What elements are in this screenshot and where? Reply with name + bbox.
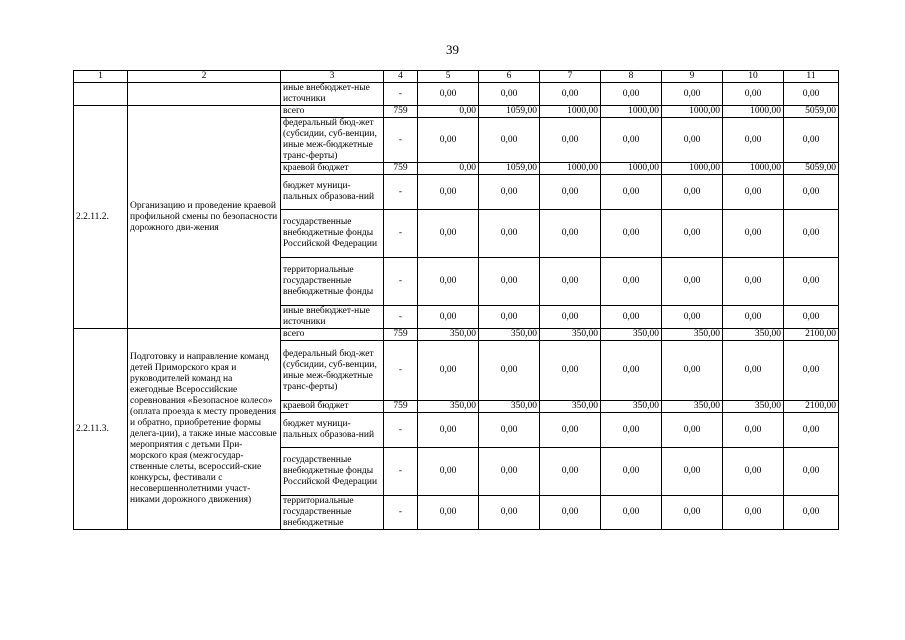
table-row: [74, 329, 839, 341]
amount-cell: 0,00: [479, 83, 540, 106]
amount-cell: 0,00: [479, 306, 540, 329]
grbs-code: 759: [384, 106, 418, 118]
amount-cell: 0,00: [540, 83, 601, 106]
item-code: 2.2.11.3.: [74, 329, 128, 530]
amount-cell: 0,00: [479, 496, 540, 530]
amount-cell: 1000,00: [540, 106, 601, 118]
funding-source: государственные внебюджетные фонды Российской Федерации: [281, 210, 384, 258]
amount-cell: 350,00: [662, 329, 723, 341]
amount-cell: 0,00: [418, 118, 479, 163]
amount-cell: 350,00: [601, 329, 662, 341]
amount-cell: 0,00: [418, 163, 479, 175]
column-header: 9: [662, 71, 723, 83]
amount-cell: 0,00: [418, 210, 479, 258]
amount-cell: 0,00: [601, 210, 662, 258]
amount-cell: 0,00: [418, 341, 479, 401]
amount-cell: 0,00: [784, 118, 839, 163]
amount-cell: 0,00: [723, 306, 784, 329]
item-name: [128, 83, 281, 106]
amount-cell: 0,00: [662, 118, 723, 163]
grbs-code: 759: [384, 329, 418, 341]
grbs-code: -: [384, 210, 418, 258]
amount-cell: 0,00: [601, 413, 662, 448]
amount-cell: 0,00: [601, 496, 662, 530]
column-number-row: [74, 71, 839, 83]
amount-cell: 0,00: [784, 341, 839, 401]
column-header: 6: [479, 71, 540, 83]
amount-cell: 0,00: [784, 448, 839, 496]
amount-cell: 0,00: [479, 210, 540, 258]
funding-source: территориальные государственные внебюджетные: [281, 496, 384, 530]
amount-cell: 0,00: [418, 258, 479, 306]
amount-cell: 0,00: [540, 306, 601, 329]
item-code: [74, 83, 128, 106]
amount-cell: 0,00: [540, 175, 601, 210]
amount-cell: 1000,00: [662, 163, 723, 175]
amount-cell: 1000,00: [540, 163, 601, 175]
amount-cell: 0,00: [723, 448, 784, 496]
amount-cell: 1059,00: [479, 106, 540, 118]
amount-cell: 350,00: [723, 329, 784, 341]
amount-cell: 0,00: [601, 175, 662, 210]
grbs-code: -: [384, 258, 418, 306]
amount-cell: 0,00: [601, 258, 662, 306]
amount-cell: 350,00: [418, 401, 479, 413]
amount-cell: 0,00: [662, 496, 723, 530]
column-header: 3: [281, 71, 384, 83]
amount-cell: 350,00: [601, 401, 662, 413]
amount-cell: 350,00: [479, 401, 540, 413]
amount-cell: 350,00: [723, 401, 784, 413]
funding-source: всего: [281, 106, 384, 118]
amount-cell: 0,00: [479, 448, 540, 496]
grbs-code: -: [384, 448, 418, 496]
grbs-code: -: [384, 175, 418, 210]
amount-cell: 0,00: [723, 413, 784, 448]
amount-cell: 0,00: [601, 118, 662, 163]
funding-source: краевой бюджет: [281, 163, 384, 175]
amount-cell: 0,00: [418, 175, 479, 210]
amount-cell: 0,00: [540, 258, 601, 306]
amount-cell: 0,00: [540, 448, 601, 496]
amount-cell: 0,00: [662, 306, 723, 329]
amount-cell: 1059,00: [479, 163, 540, 175]
amount-cell: 350,00: [540, 329, 601, 341]
amount-cell: 350,00: [662, 401, 723, 413]
amount-cell: 1000,00: [601, 163, 662, 175]
item-code: 2.2.11.2.: [74, 106, 128, 329]
amount-cell: 0,00: [540, 210, 601, 258]
amount-cell: 0,00: [601, 341, 662, 401]
grbs-code: -: [384, 496, 418, 530]
amount-cell: 0,00: [479, 413, 540, 448]
column-header: 4: [384, 71, 418, 83]
amount-cell: 0,00: [723, 496, 784, 530]
column-header: 11: [784, 71, 839, 83]
amount-cell: 0,00: [418, 83, 479, 106]
amount-cell: 0,00: [662, 341, 723, 401]
amount-cell: 0,00: [784, 175, 839, 210]
funding-source: краевой бюджет: [281, 401, 384, 413]
column-header: 1: [74, 71, 128, 83]
amount-cell: 0,00: [540, 496, 601, 530]
amount-cell: 5059,00: [784, 106, 839, 118]
amount-cell: 0,00: [784, 306, 839, 329]
column-header: 10: [723, 71, 784, 83]
amount-cell: 0,00: [723, 118, 784, 163]
amount-cell: 0,00: [784, 258, 839, 306]
amount-cell: 0,00: [662, 258, 723, 306]
funding-source: федеральный бюд-жет (субсидии, суб-венции, иные меж-бюджетные транс-ферты): [281, 341, 384, 401]
amount-cell: 0,00: [418, 413, 479, 448]
column-header: 7: [540, 71, 601, 83]
funding-source: всего: [281, 329, 384, 341]
column-header: 5: [418, 71, 479, 83]
budget-table: [73, 70, 839, 530]
funding-source: бюджет муници-пальных образова-ний: [281, 175, 384, 210]
amount-cell: 0,00: [601, 306, 662, 329]
amount-cell: 0,00: [662, 210, 723, 258]
item-name: Организацию и проведение краевой профильной смены по безопасности дорожного дви-жения: [128, 106, 281, 329]
amount-cell: 0,00: [784, 496, 839, 530]
funding-source: иные внебюджет-ные источники: [281, 306, 384, 329]
amount-cell: 0,00: [784, 83, 839, 106]
item-name: Подготовку и направление команд детей Приморского края и руководителей команд на ежегодные Всероссийские соревнования «Безопасное колесо» (оплата проезда к месту проведения и обратно, приобретение формы делега-ции), а также иные массовые мероприятия с детьми При-морского края (межгосудар-ственные слеты, всероссий-ские конкурсы, фестивали с несовершеннолетними участ-никами дорожного движения): [128, 329, 281, 530]
amount-cell: 0,00: [601, 83, 662, 106]
grbs-code: -: [384, 413, 418, 448]
amount-cell: 0,00: [723, 83, 784, 106]
grbs-code: 759: [384, 401, 418, 413]
amount-cell: 0,00: [662, 448, 723, 496]
amount-cell: 0,00: [723, 258, 784, 306]
amount-cell: 0,00: [418, 496, 479, 530]
amount-cell: 0,00: [418, 306, 479, 329]
amount-cell: 0,00: [418, 448, 479, 496]
grbs-code: -: [384, 341, 418, 401]
amount-cell: 1000,00: [601, 106, 662, 118]
grbs-code: -: [384, 306, 418, 329]
amount-cell: 350,00: [479, 329, 540, 341]
amount-cell: 350,00: [418, 329, 479, 341]
amount-cell: 0,00: [540, 118, 601, 163]
column-header: 2: [128, 71, 281, 83]
amount-cell: 0,00: [540, 341, 601, 401]
amount-cell: 0,00: [601, 448, 662, 496]
amount-cell: 0,00: [784, 413, 839, 448]
amount-cell: 5059,00: [784, 163, 839, 175]
amount-cell: 0,00: [662, 175, 723, 210]
funding-source: федеральный бюд-жет (субсидии, суб-венции, иные меж-бюджетные транс-ферты): [281, 118, 384, 163]
amount-cell: 0,00: [723, 341, 784, 401]
table-row: [74, 83, 839, 106]
amount-cell: 0,00: [662, 83, 723, 106]
page-number: 39: [446, 42, 459, 57]
funding-source: бюджет муници-пальных образова-ний: [281, 413, 384, 448]
grbs-code: -: [384, 83, 418, 106]
table-row: [74, 106, 839, 118]
grbs-code: 759: [384, 163, 418, 175]
amount-cell: 2100,00: [784, 401, 839, 413]
amount-cell: 1000,00: [662, 106, 723, 118]
amount-cell: 0,00: [540, 413, 601, 448]
amount-cell: 0,00: [662, 413, 723, 448]
amount-cell: 0,00: [479, 258, 540, 306]
amount-cell: 1000,00: [723, 106, 784, 118]
amount-cell: 2100,00: [784, 329, 839, 341]
amount-cell: 1000,00: [723, 163, 784, 175]
funding-source: государственные внебюджетные фонды Российской Федерации: [281, 448, 384, 496]
amount-cell: 0,00: [479, 341, 540, 401]
grbs-code: -: [384, 118, 418, 163]
amount-cell: 0,00: [418, 106, 479, 118]
amount-cell: 0,00: [723, 175, 784, 210]
amount-cell: 0,00: [723, 210, 784, 258]
funding-source: иные внебюджет-ные источники: [281, 83, 384, 106]
column-header: 8: [601, 71, 662, 83]
funding-source: территориальные государственные внебюджетные фонды: [281, 258, 384, 306]
amount-cell: 350,00: [540, 401, 601, 413]
amount-cell: 0,00: [479, 175, 540, 210]
amount-cell: 0,00: [479, 118, 540, 163]
table-body: [74, 83, 839, 530]
amount-cell: 0,00: [784, 210, 839, 258]
